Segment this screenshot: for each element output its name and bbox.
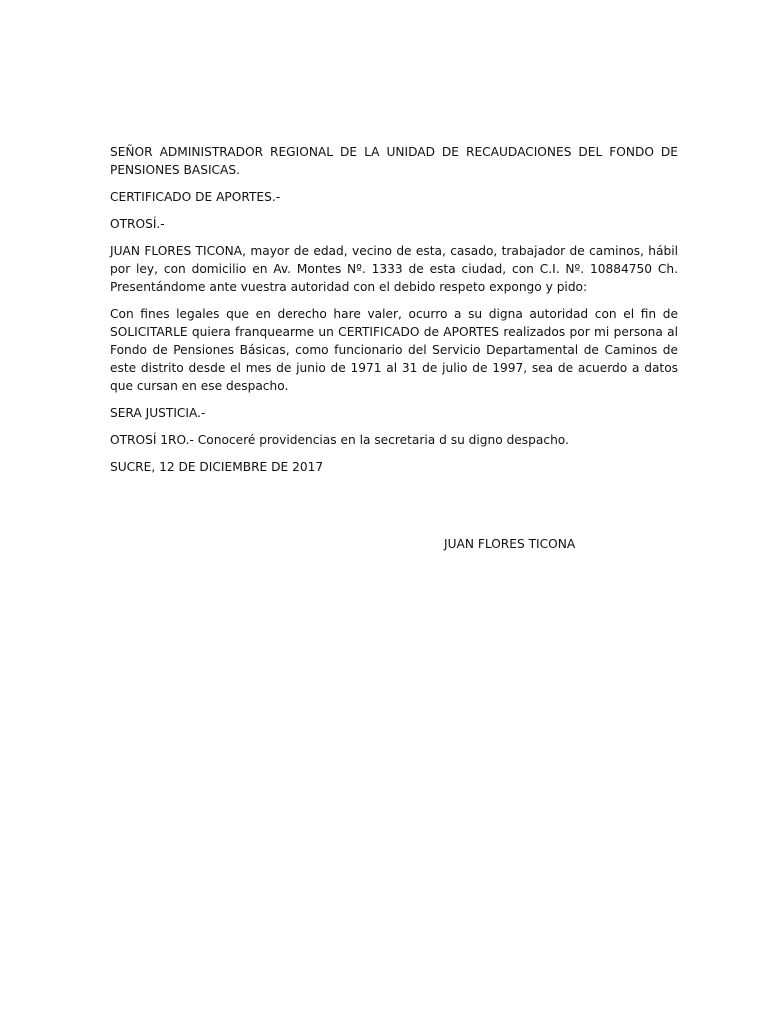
document-body: [110, 143, 678, 485]
place-date-line: SUCRE, 12 DE DICIEMBRE DE 2017: [110, 460, 324, 474]
introduction-paragraph: JUAN FLORES TICONA, mayor de edad, vecino de esta, casado, trabajador de caminos, hábil por ley, con domicilio en Av. Montes Nº. 1333 de esta ciudad, con C.I. Nº. 10884750 Ch. Presentándome ante vuestra autoridad con el debido respeto expongo y pido:: [110, 244, 678, 294]
otrosi-line: OTROSÍ.-: [110, 217, 165, 231]
request-paragraph: Con fines legales que en derecho hare valer, ocurro a su digna autoridad con el fin de SOLICITARLE quiera franquearme un CERTIFICADO de APORTES realizados por mi persona al Fondo de Pensiones Básicas, como funcionario del Servicio Departamental de Caminos de este distrito desde el mes de junio de 1971 al 31 de julio de 1997, sea de acuerdo a datos que cursan en ese despacho.: [110, 307, 678, 393]
closing-line: SERA JUSTICIA.-: [110, 406, 206, 420]
signature-name: JUAN FLORES TICONA: [444, 537, 576, 551]
subject-line: CERTIFICADO DE APORTES.-: [110, 190, 281, 204]
otrosi-1ro-line: OTROSÍ 1RO.- Conoceré providencias en la secretaria d su digno despacho.: [110, 433, 569, 447]
addressee-paragraph: SEÑOR ADMINISTRADOR REGIONAL DE LA UNIDAD DE RECAUDACIONES DEL FONDO DE PENSIONES BASICAS.: [110, 145, 678, 177]
